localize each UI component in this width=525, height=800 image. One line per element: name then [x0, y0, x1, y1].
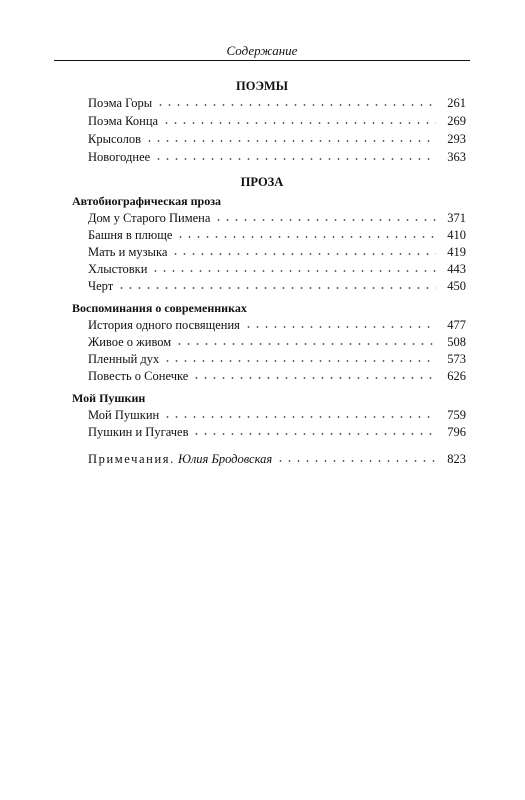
- toc-row-notes: [88, 451, 466, 467]
- head-rule: [54, 60, 470, 61]
- toc-row: [88, 149, 466, 165]
- toc-entry-title: Живое о живом: [88, 335, 172, 349]
- running-head: Содержание: [226, 43, 298, 58]
- toc-row: [88, 210, 466, 226]
- toc-row: [88, 227, 466, 243]
- toc-entry-title: Черт: [88, 279, 114, 293]
- toc-page-number: 508: [447, 335, 466, 349]
- toc-entry-title: Башня в плюще: [88, 228, 173, 242]
- toc-page-number: 419: [447, 245, 466, 259]
- toc-row: [88, 95, 466, 111]
- dot-leader: [154, 157, 436, 161]
- toc-page-number: 477: [447, 318, 466, 332]
- section-title-poems: ПОЭМЫ: [236, 79, 288, 93]
- group-title-memoirs: Воспоминания о современниках: [72, 301, 247, 315]
- toc-page-number: 261: [447, 96, 466, 110]
- toc-row: [88, 244, 466, 260]
- toc-entry-title: [88, 451, 276, 467]
- toc-page-number: 363: [447, 150, 466, 164]
- toc-entry-title: Пушкин и Пугачев: [88, 425, 189, 439]
- dot-leader: [145, 139, 436, 143]
- notes-label: Примечания.: [88, 452, 175, 466]
- toc-row: [88, 334, 466, 350]
- toc-entry-title: История одного посвящения: [88, 318, 240, 332]
- section-title-prose: ПРОЗА: [240, 175, 284, 189]
- group-title-pushkin: Мой Пушкин: [72, 391, 146, 405]
- toc-row: [88, 351, 466, 367]
- toc-row: [88, 131, 466, 147]
- toc-row: [88, 278, 466, 294]
- toc-entry-title: Мать и музыка: [88, 245, 168, 259]
- toc-row: [88, 407, 466, 423]
- toc-row: [88, 317, 466, 333]
- dot-leader: [276, 459, 436, 463]
- toc-page-number: 450: [447, 279, 466, 293]
- notes-author: Юлия Бродовская: [177, 452, 273, 466]
- toc-entry-title: Поэма Конца: [88, 114, 159, 128]
- dot-leader: [117, 286, 436, 290]
- toc-row: [88, 424, 466, 440]
- toc-entry-title: Пленный дух: [88, 352, 160, 366]
- toc-row: [88, 368, 466, 384]
- toc-page-number: 410: [447, 228, 466, 242]
- toc-page-number: 371: [447, 211, 466, 225]
- toc-page-number: 626: [447, 369, 466, 383]
- dot-leader: [244, 325, 436, 329]
- dot-leader: [214, 218, 436, 222]
- group-title-autobiographical: Автобиографическая проза: [72, 194, 222, 208]
- dot-leader: [163, 415, 436, 419]
- toc-entry-title: Дом у Старого Пимена: [88, 211, 211, 225]
- dot-leader: [163, 359, 436, 363]
- toc-row: [88, 113, 466, 129]
- dot-leader: [175, 342, 436, 346]
- toc-entry-title: Крысолов: [88, 132, 142, 146]
- toc-page-number: 796: [447, 425, 466, 439]
- dot-leader: [192, 432, 436, 436]
- dot-leader: [162, 121, 436, 125]
- dot-leader: [151, 269, 436, 273]
- dot-leader: [176, 235, 436, 239]
- toc-entry-title: Хлыстовки: [88, 262, 148, 276]
- toc-entry-title: Новогоднее: [88, 150, 151, 164]
- toc-entry-title: Поэма Горы: [88, 96, 153, 110]
- dot-leader: [192, 376, 436, 380]
- toc-page-number: 269: [447, 114, 466, 128]
- dot-leader: [156, 103, 436, 107]
- dot-leader: [171, 252, 436, 256]
- toc-page-number: 573: [447, 352, 466, 366]
- toc-entry-title: Повесть о Сонечке: [88, 369, 189, 383]
- toc-page-number: 443: [447, 262, 466, 276]
- toc-page-number: 293: [447, 132, 466, 146]
- toc-page-number: 823: [447, 452, 466, 466]
- toc-page-number: 759: [447, 408, 466, 422]
- toc-row: [88, 261, 466, 277]
- toc-entry-title: Мой Пушкин: [88, 408, 160, 422]
